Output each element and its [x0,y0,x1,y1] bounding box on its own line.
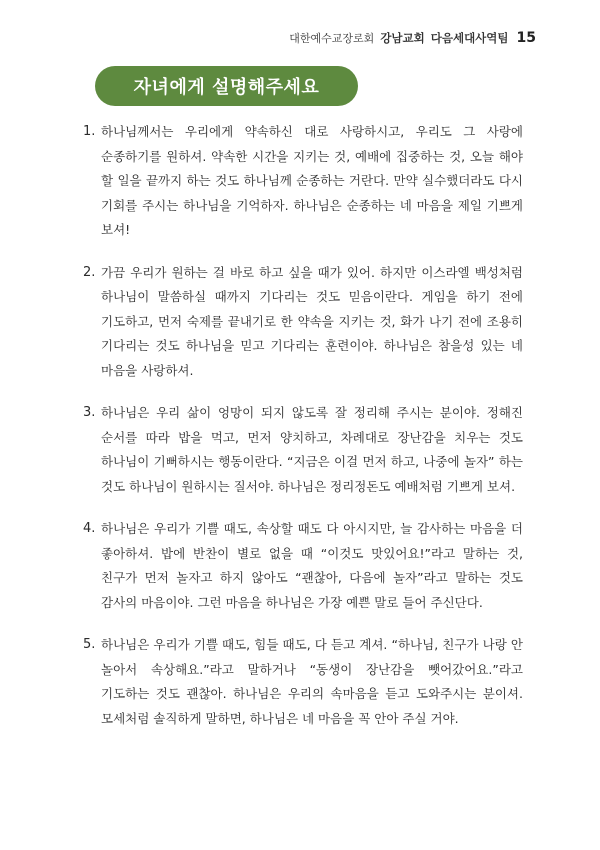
item-number: 3. [83,405,96,420]
item-text: 가끔 우리가 원하는 걸 바로 하고 싶을 때가 있어. 하지만 이스라엘 백성처럼 하나님이 말씀하실 때까지 기다리는 것도 믿음이란다. 게임을 하기 전에 기도하고, 먼저 숙제를 끝내기로 한 약속을 지키는 것, 화가 나기 전에 조용히 기다리는 것도 하나님을 믿고 기다리는 훈련이야. 하나님은 참을성 있는 네 마음을 사랑하셔. [101,264,523,378]
explanation-list [83,120,523,731]
denomination-label: 대한예수교장로회 [289,32,375,45]
item-text: 하나님은 우리가 기쁠 때도, 힘들 때도, 다 듣고 계셔. “하나님, 친구가 나랑 안 놀아서 속상해요.”라고 말하거나 “동생이 장난감을 뺏어갔어요.”라고 기도하는 것도 괜찮아. 하나님은 우리의 속마음을 듣고 도와주시는 분이셔. 모세처럼 솔직하게 말하면, 하나님은 네 마음을 꼭 안아 주실 거야. [101,637,523,726]
item-text: 하나님은 우리 삶이 엉망이 되지 않도록 잘 정리해 주시는 분이야. 정해진 순서를 따라 밥을 먹고, 먼저 양치하고, 차례대로 장난감을 치우는 것도 하나님이 기뻐하시는 행동이란다. “지금은 이걸 먼저 하고, 나중에 놀자” 하는 것도 하나님이 원하시는 질서야. 하나님은 정리정돈도 예배처럼 기쁘게 보셔. [101,405,523,494]
list-item [83,517,523,615]
page-header [289,30,536,46]
item-number: 2. [83,264,96,280]
item-number: 4. [83,521,96,536]
item-number: 5. [83,637,96,652]
item-number: 1. [83,124,96,139]
page-number: 15 [516,30,536,46]
list-item [83,401,523,499]
department-name: 다음세대사역팀 [430,31,509,45]
church-name: 강남교회 [380,31,425,45]
item-text: 하나님께서는 우리에게 약속하신 대로 사랑하시고, 우리도 그 사랑에 순종하기를 원하셔. 약속한 시간을 지키는 것, 예배에 집중하는 것, 오늘 해야 할 일을 끝까지 하는 것도 하나님께 순종하는 거란다. 만약 실수했더라도 다시 기회를 주시는 하나님을 기억하자. 하나님은 순종하는 네 마음을 제일 기쁘게 보셔! [101,124,523,237]
list-item [83,261,523,384]
list-item [83,633,523,731]
section-title: 자녀에게 설명해주세요 [133,77,320,98]
section-title-banner [95,66,358,106]
list-item [83,120,523,243]
item-text: 하나님은 우리가 기쁠 때도, 속상할 때도 다 아시지만, 늘 감사하는 마음을 더 좋아하셔. 밥에 반찬이 별로 없을 때 “이것도 맛있어요!”라고 말하는 것, 친구가 먼저 놀자고 하지 않아도 “괜찮아, 다음에 놀자”라고 말하는 것도 감사의 마음이야. 그런 마음을 하나님은 가장 예쁜 말로 들어 주신단다. [101,521,523,610]
